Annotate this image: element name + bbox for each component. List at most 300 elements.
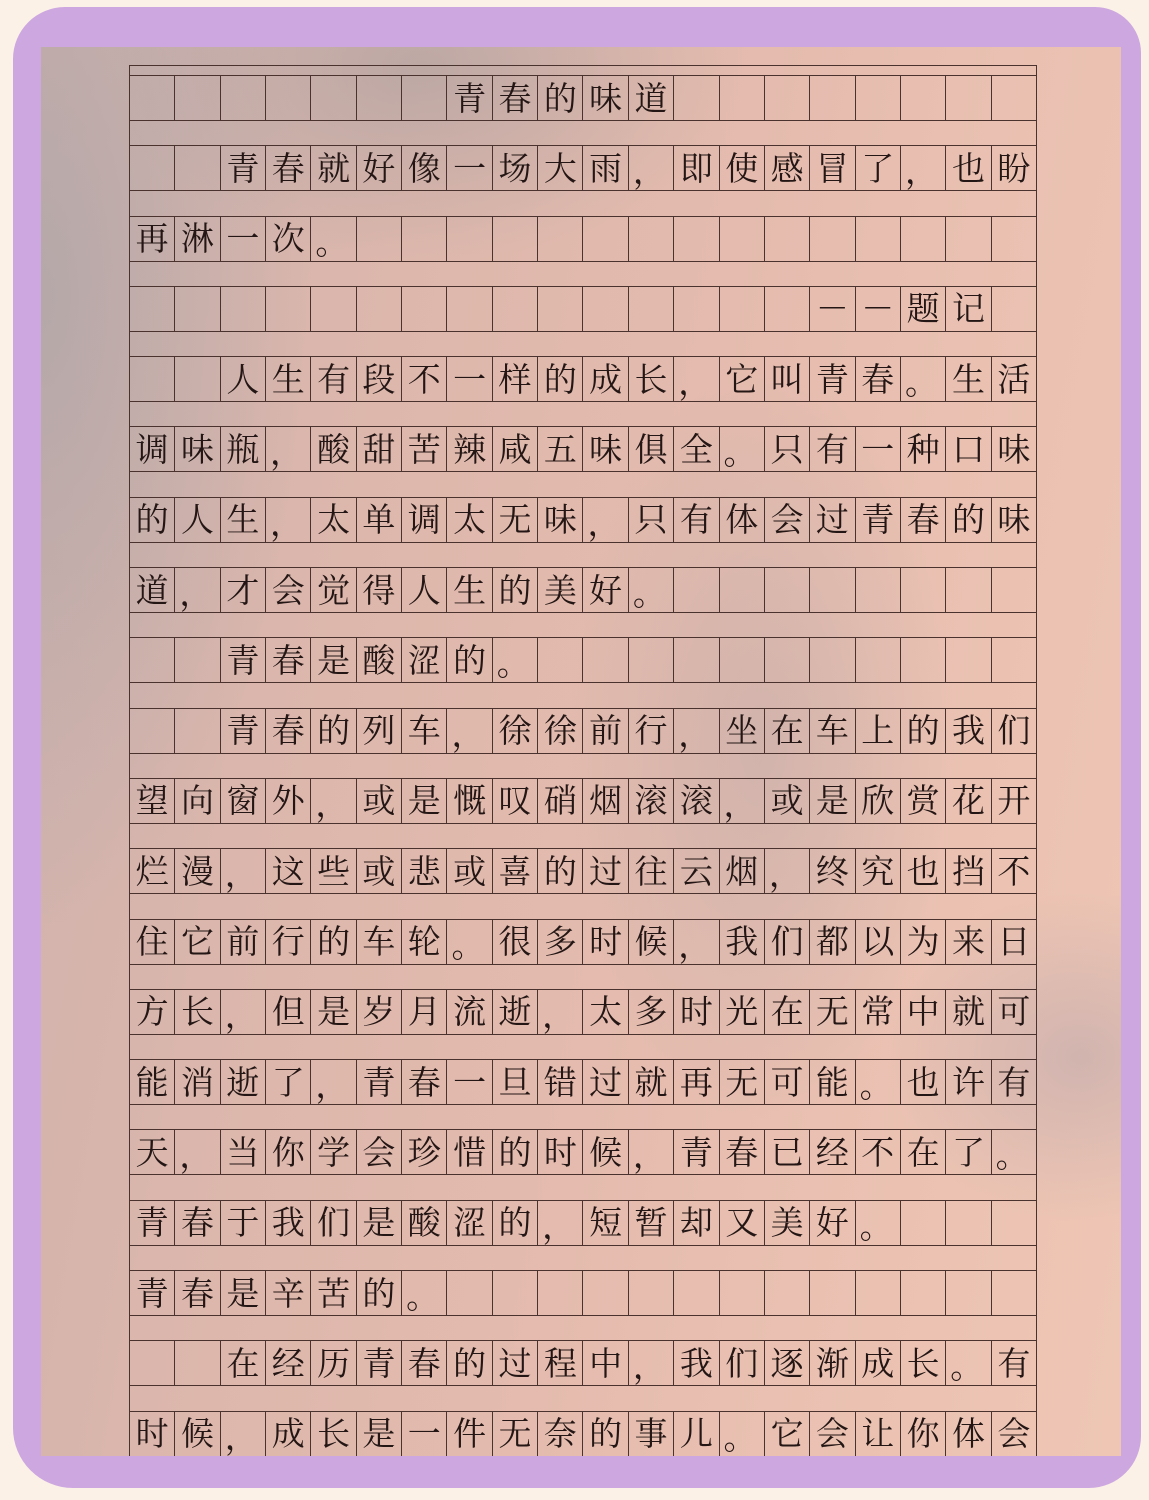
grid-cell: 青 [447,76,492,120]
grid-cell: 盼 [992,146,1037,190]
grid-cell: 在 [901,1130,946,1174]
grid-cell: 往 [629,849,674,893]
grid-cell: 可 [765,1060,810,1104]
grid-cell: 咸 [493,427,538,471]
grid-cell: 味 [992,427,1037,471]
grid-cell [674,638,719,682]
grid-cell: 候 [583,1130,628,1174]
grid-cell: 也 [901,1060,946,1104]
grid-cell: 烟 [583,779,628,823]
grid-cell [810,76,855,120]
grid-cell: 的 [946,498,991,542]
grid-cell: 。 [402,1271,447,1315]
grid-cell [175,146,220,190]
grid-row-gap [129,613,1037,637]
grid-cell [992,568,1037,612]
grid-cell: 时 [538,1130,583,1174]
grid-row-cells [129,1270,1037,1316]
grid-cell: 俱 [629,427,674,471]
grid-cell: 种 [901,427,946,471]
grid-cell: 是 [311,990,356,1034]
grid-cell: 岁 [357,990,402,1034]
grid-cell [538,638,583,682]
grid-row-gap [129,1175,1037,1199]
grid-cell [357,287,402,331]
grid-cell: 。 [992,1130,1037,1174]
grid-cell [130,146,175,190]
grid-cell [221,287,266,331]
grid-cell [720,217,765,261]
grid-row-para-2-line-3 [129,848,1037,918]
grid-cell: 春 [266,638,311,682]
grid-cell: 花 [946,779,991,823]
grid-cell [583,638,628,682]
grid-cell [538,287,583,331]
grid-cell: 多 [538,920,583,964]
grid-cell: 涩 [402,638,447,682]
grid-cell: 。 [311,217,356,261]
grid-cell: 坐 [720,709,765,753]
grid-row-gap [129,332,1037,356]
grid-cell: 前 [583,709,628,753]
grid-cell: ， [629,1130,674,1174]
grid-cell: 惜 [447,1130,492,1174]
grid-cell: 次 [266,217,311,261]
grid-cell: 青 [221,709,266,753]
grid-cell: 是 [402,779,447,823]
grid-cell: 青 [856,498,901,542]
grid-cell [583,217,628,261]
grid-cell [493,217,538,261]
grid-cell: 我 [266,1201,311,1245]
grid-top-rule [129,65,1037,75]
grid-cell: ， [765,849,810,893]
grid-cell: 就 [629,1060,674,1104]
grid-cell: 能 [810,1060,855,1104]
grid-cell: 的 [357,1271,402,1315]
grid-row-cells [129,778,1037,824]
grid-cell [130,709,175,753]
grid-cell: 喜 [493,849,538,893]
grid-cell: 不 [992,849,1037,893]
grid-cell: 叫 [765,357,810,401]
grid-cell: ， [674,357,719,401]
grid-cell [992,76,1037,120]
grid-cell: 长 [901,1341,946,1385]
grid-cell: 的 [901,709,946,753]
grid-cell [266,76,311,120]
grid-cell: 辛 [266,1271,311,1315]
grid-cell: 春 [402,1060,447,1104]
grid-cell [674,287,719,331]
grid-cell: 你 [901,1412,946,1456]
grid-row-cells [129,919,1037,965]
grid-cell: 。 [493,638,538,682]
grid-cell: 一 [221,217,266,261]
grid-cell [720,1271,765,1315]
grid-cell: 。 [720,1412,765,1456]
grid-cell: 逐 [765,1341,810,1385]
grid-cell: 但 [266,990,311,1034]
grid-cell: 都 [810,920,855,964]
grid-cell: ， [629,146,674,190]
grid-cell [856,76,901,120]
grid-cell: 儿 [674,1412,719,1456]
grid-cell [629,1271,674,1315]
grid-cell: 住 [130,920,175,964]
grid-cell: 。 [856,1201,901,1245]
grid-cell [765,287,810,331]
grid-cell: 悲 [402,849,447,893]
grid-cell: 苦 [311,1271,356,1315]
grid-cell: 味 [538,498,583,542]
grid-cell: 天 [130,1130,175,1174]
grid-cell: ， [629,1341,674,1385]
grid-row-cells [129,1200,1037,1246]
grid-cell: 就 [946,990,991,1034]
grid-cell [946,638,991,682]
grid-cell: 酸 [402,1201,447,1245]
grid-cell: 青 [674,1130,719,1174]
grid-cell: 你 [266,1130,311,1174]
grid-cell: 奈 [538,1412,583,1456]
grid-cell: 过 [493,1341,538,1385]
grid-cell: 有 [992,1341,1037,1385]
grid-cell: 涩 [447,1201,492,1245]
grid-cell: 烟 [720,849,765,893]
grid-cell: 的 [583,1412,628,1456]
grid-cell: 长 [629,357,674,401]
grid-cell: 的 [311,709,356,753]
grid-cell: 中 [901,990,946,1034]
grid-cell [946,1201,991,1245]
grid-cell: 们 [311,1201,356,1245]
grid-cell: 再 [674,1060,719,1104]
grid-cell [130,1341,175,1385]
grid-row-gap [129,1316,1037,1340]
grid-cell: 也 [946,146,991,190]
grid-cell: 有 [992,1060,1037,1104]
grid-row-para-1-line-1 [129,356,1037,426]
grid-cell: 淋 [175,217,220,261]
grid-cell: 有 [674,498,719,542]
grid-cell: 成 [583,357,628,401]
grid-row-epigraph-1 [129,145,1037,215]
grid-cell: 太 [583,990,628,1034]
grid-cell: ， [221,990,266,1034]
grid-row-gap [129,1246,1037,1270]
grid-cell [311,287,356,331]
grid-cell [493,1271,538,1315]
grid-cell: 生 [447,568,492,612]
grid-row-para-1-line-2 [129,426,1037,496]
grid-cell: 我 [674,1341,719,1385]
grid-cell: 渐 [810,1341,855,1385]
grid-cell: 好 [583,568,628,612]
grid-row-gap [129,543,1037,567]
grid-cell: 了 [856,146,901,190]
grid-cell [992,1271,1037,1315]
grid-cell: 好 [810,1201,855,1245]
grid-cell: 才 [221,568,266,612]
grid-cell: 样 [493,357,538,401]
grid-cell [901,638,946,682]
grid-cell: 在 [765,709,810,753]
grid-cell: ， [266,498,311,542]
grid-cell [946,217,991,261]
grid-cell: 活 [992,357,1037,401]
grid-cell: 一 [447,146,492,190]
grid-cell [629,638,674,682]
grid-cell: 于 [221,1201,266,1245]
grid-cell [583,1271,628,1315]
grid-cell: 场 [493,146,538,190]
grid-row-heading-sour [129,637,1037,707]
grid-cell [765,217,810,261]
grid-cell: 列 [357,709,402,753]
grid-cell: 会 [765,498,810,542]
grid-cell: ， [175,1130,220,1174]
grid-cell: － [856,287,901,331]
grid-row-gap [129,754,1037,778]
grid-cell: 就 [311,146,356,190]
grid-cell: 。 [629,568,674,612]
grid-cell: 短 [583,1201,628,1245]
grid-cell: 段 [357,357,402,401]
grid-row-para-3-line-1 [129,1340,1037,1410]
grid-cell: 过 [583,849,628,893]
grid-cell: 暂 [629,1201,674,1245]
grid-cell: 旦 [493,1060,538,1104]
grid-cell: 些 [311,849,356,893]
grid-cell: 行 [629,709,674,753]
grid-row-gap [129,262,1037,286]
grid-cell: 春 [856,357,901,401]
grid-cell: ， [311,1060,356,1104]
grid-cell: 或 [357,849,402,893]
grid-row-para-2-line-7 [129,1129,1037,1199]
grid-cell [674,568,719,612]
grid-cell [447,1271,492,1315]
grid-cell: 让 [856,1412,901,1456]
grid-cell: 烂 [130,849,175,893]
grid-row-title [129,75,1037,145]
grid-cell [175,1341,220,1385]
grid-cell: 会 [810,1412,855,1456]
grid-cell: 慨 [447,779,492,823]
grid-cell: 的 [493,568,538,612]
grid-cell: 会 [357,1130,402,1174]
grid-cell: 。 [856,1060,901,1104]
grid-cell: 经 [266,1341,311,1385]
grid-cell: 生 [946,357,991,401]
grid-cell [765,76,810,120]
grid-cell [765,638,810,682]
grid-row-cells [129,1059,1037,1105]
grid-cell: 大 [538,146,583,190]
grid-cell: ， [221,1412,266,1456]
grid-cell: 甜 [357,427,402,471]
grid-cell: ， [583,498,628,542]
grid-cell: 是 [311,638,356,682]
grid-cell: 硝 [538,779,583,823]
grid-cell [583,287,628,331]
grid-cell: 成 [266,1412,311,1456]
grid-cell [720,287,765,331]
grid-cell: 却 [674,1201,719,1245]
grid-cell [266,287,311,331]
grid-cell [130,76,175,120]
grid-cell: 行 [266,920,311,964]
grid-cell: 中 [583,1341,628,1385]
grid-cell: 的 [311,920,356,964]
grid-row-cells [129,848,1037,894]
grid-cell: 人 [402,568,447,612]
grid-cell: 有 [810,427,855,471]
grid-cell: 是 [357,1412,402,1456]
grid-row-epigraph-sign [129,286,1037,356]
grid-cell: 无 [810,990,855,1034]
grid-cell [810,568,855,612]
grid-cell: 味 [583,76,628,120]
manuscript-grid [129,65,1037,1456]
grid-cell: 春 [493,76,538,120]
grid-cell: 在 [765,990,810,1034]
grid-cell: 云 [674,849,719,893]
grid-cell: 件 [447,1412,492,1456]
grid-cell: ， [175,568,220,612]
grid-cell: 时 [130,1412,175,1456]
grid-cell [175,357,220,401]
grid-cell: 味 [583,427,628,471]
grid-cell [674,1271,719,1315]
grid-cell: 赏 [901,779,946,823]
grid-row-gap [129,402,1037,426]
grid-cell: 无 [720,1060,765,1104]
grid-cell: 车 [402,709,447,753]
grid-cell [992,638,1037,682]
grid-cell: 窗 [221,779,266,823]
grid-cell: 们 [765,920,810,964]
grid-cell: 逝 [221,1060,266,1104]
grid-cell: 人 [221,357,266,401]
grid-cell: 叹 [493,779,538,823]
grid-cell: 在 [221,1341,266,1385]
grid-cell: 青 [130,1201,175,1245]
grid-row-cells [129,1411,1037,1456]
grid-cell: 得 [357,568,402,612]
grid-cell [901,76,946,120]
grid-cell: 冒 [810,146,855,190]
grid-cell [720,568,765,612]
grid-cell: 时 [583,920,628,964]
grid-cell: 生 [221,498,266,542]
grid-cell: 使 [720,146,765,190]
grid-cell: 滚 [674,779,719,823]
grid-cell: 春 [720,1130,765,1174]
grid-row-gap [129,121,1037,145]
grid-cell [901,568,946,612]
grid-cell: 历 [311,1341,356,1385]
grid-cell: 太 [311,498,356,542]
grid-cell [674,217,719,261]
grid-cell: 一 [856,427,901,471]
grid-cell: 光 [720,990,765,1034]
grid-cell: 了 [946,1130,991,1174]
grid-row-cells [129,1340,1037,1386]
grid-cell: 的 [130,498,175,542]
grid-cell: 辣 [447,427,492,471]
grid-row-cells [129,286,1037,332]
grid-cell: 学 [311,1130,356,1174]
grid-cell [402,76,447,120]
grid-cell: 的 [538,76,583,120]
grid-cell [810,638,855,682]
grid-cell: 再 [130,217,175,261]
grid-cell [311,76,356,120]
grid-cell: 好 [357,146,402,190]
grid-cell: 无 [493,1412,538,1456]
grid-cell: 程 [538,1341,583,1385]
grid-cell: 记 [946,287,991,331]
grid-cell: 调 [130,427,175,471]
grid-cell: 。 [946,1341,991,1385]
grid-row-para-3-line-2 [129,1411,1037,1456]
grid-cell: 觉 [311,568,356,612]
grid-cell: 酸 [357,638,402,682]
grid-row-cells [129,567,1037,613]
grid-cell [674,76,719,120]
grid-cell [175,287,220,331]
grid-cell: 像 [402,146,447,190]
grid-cell: 不 [856,1130,901,1174]
grid-cell: 青 [357,1060,402,1104]
grid-cell: ， [674,709,719,753]
grid-cell: 。 [901,357,946,401]
grid-cell: 经 [810,1130,855,1174]
grid-cell: 春 [175,1271,220,1315]
grid-row-gap [129,1105,1037,1129]
grid-cell: 过 [583,1060,628,1104]
grid-cell: 徐 [538,709,583,753]
grid-cell [765,568,810,612]
grid-cell: ， [538,1201,583,1245]
grid-cell [720,638,765,682]
grid-cell: 们 [720,1341,765,1385]
grid-cell: 美 [538,568,583,612]
grid-cell: 我 [720,920,765,964]
grid-cell [901,217,946,261]
grid-cell: 它 [720,357,765,401]
grid-cell: 春 [175,1201,220,1245]
grid-cell: 口 [946,427,991,471]
grid-cell [765,1271,810,1315]
grid-cell: 春 [266,146,311,190]
grid-cell: 一 [402,1412,447,1456]
grid-cell: 日 [992,920,1037,964]
grid-cell: 已 [765,1130,810,1174]
grid-cell [720,76,765,120]
grid-cell: 太 [447,498,492,542]
grid-cell: 望 [130,779,175,823]
grid-cell: 候 [629,920,674,964]
grid-cell: 又 [720,1201,765,1245]
grid-cell [130,357,175,401]
grid-cell: 无 [493,498,538,542]
grid-cell: 感 [765,146,810,190]
grid-cell: 终 [810,849,855,893]
grid-cell [810,1271,855,1315]
